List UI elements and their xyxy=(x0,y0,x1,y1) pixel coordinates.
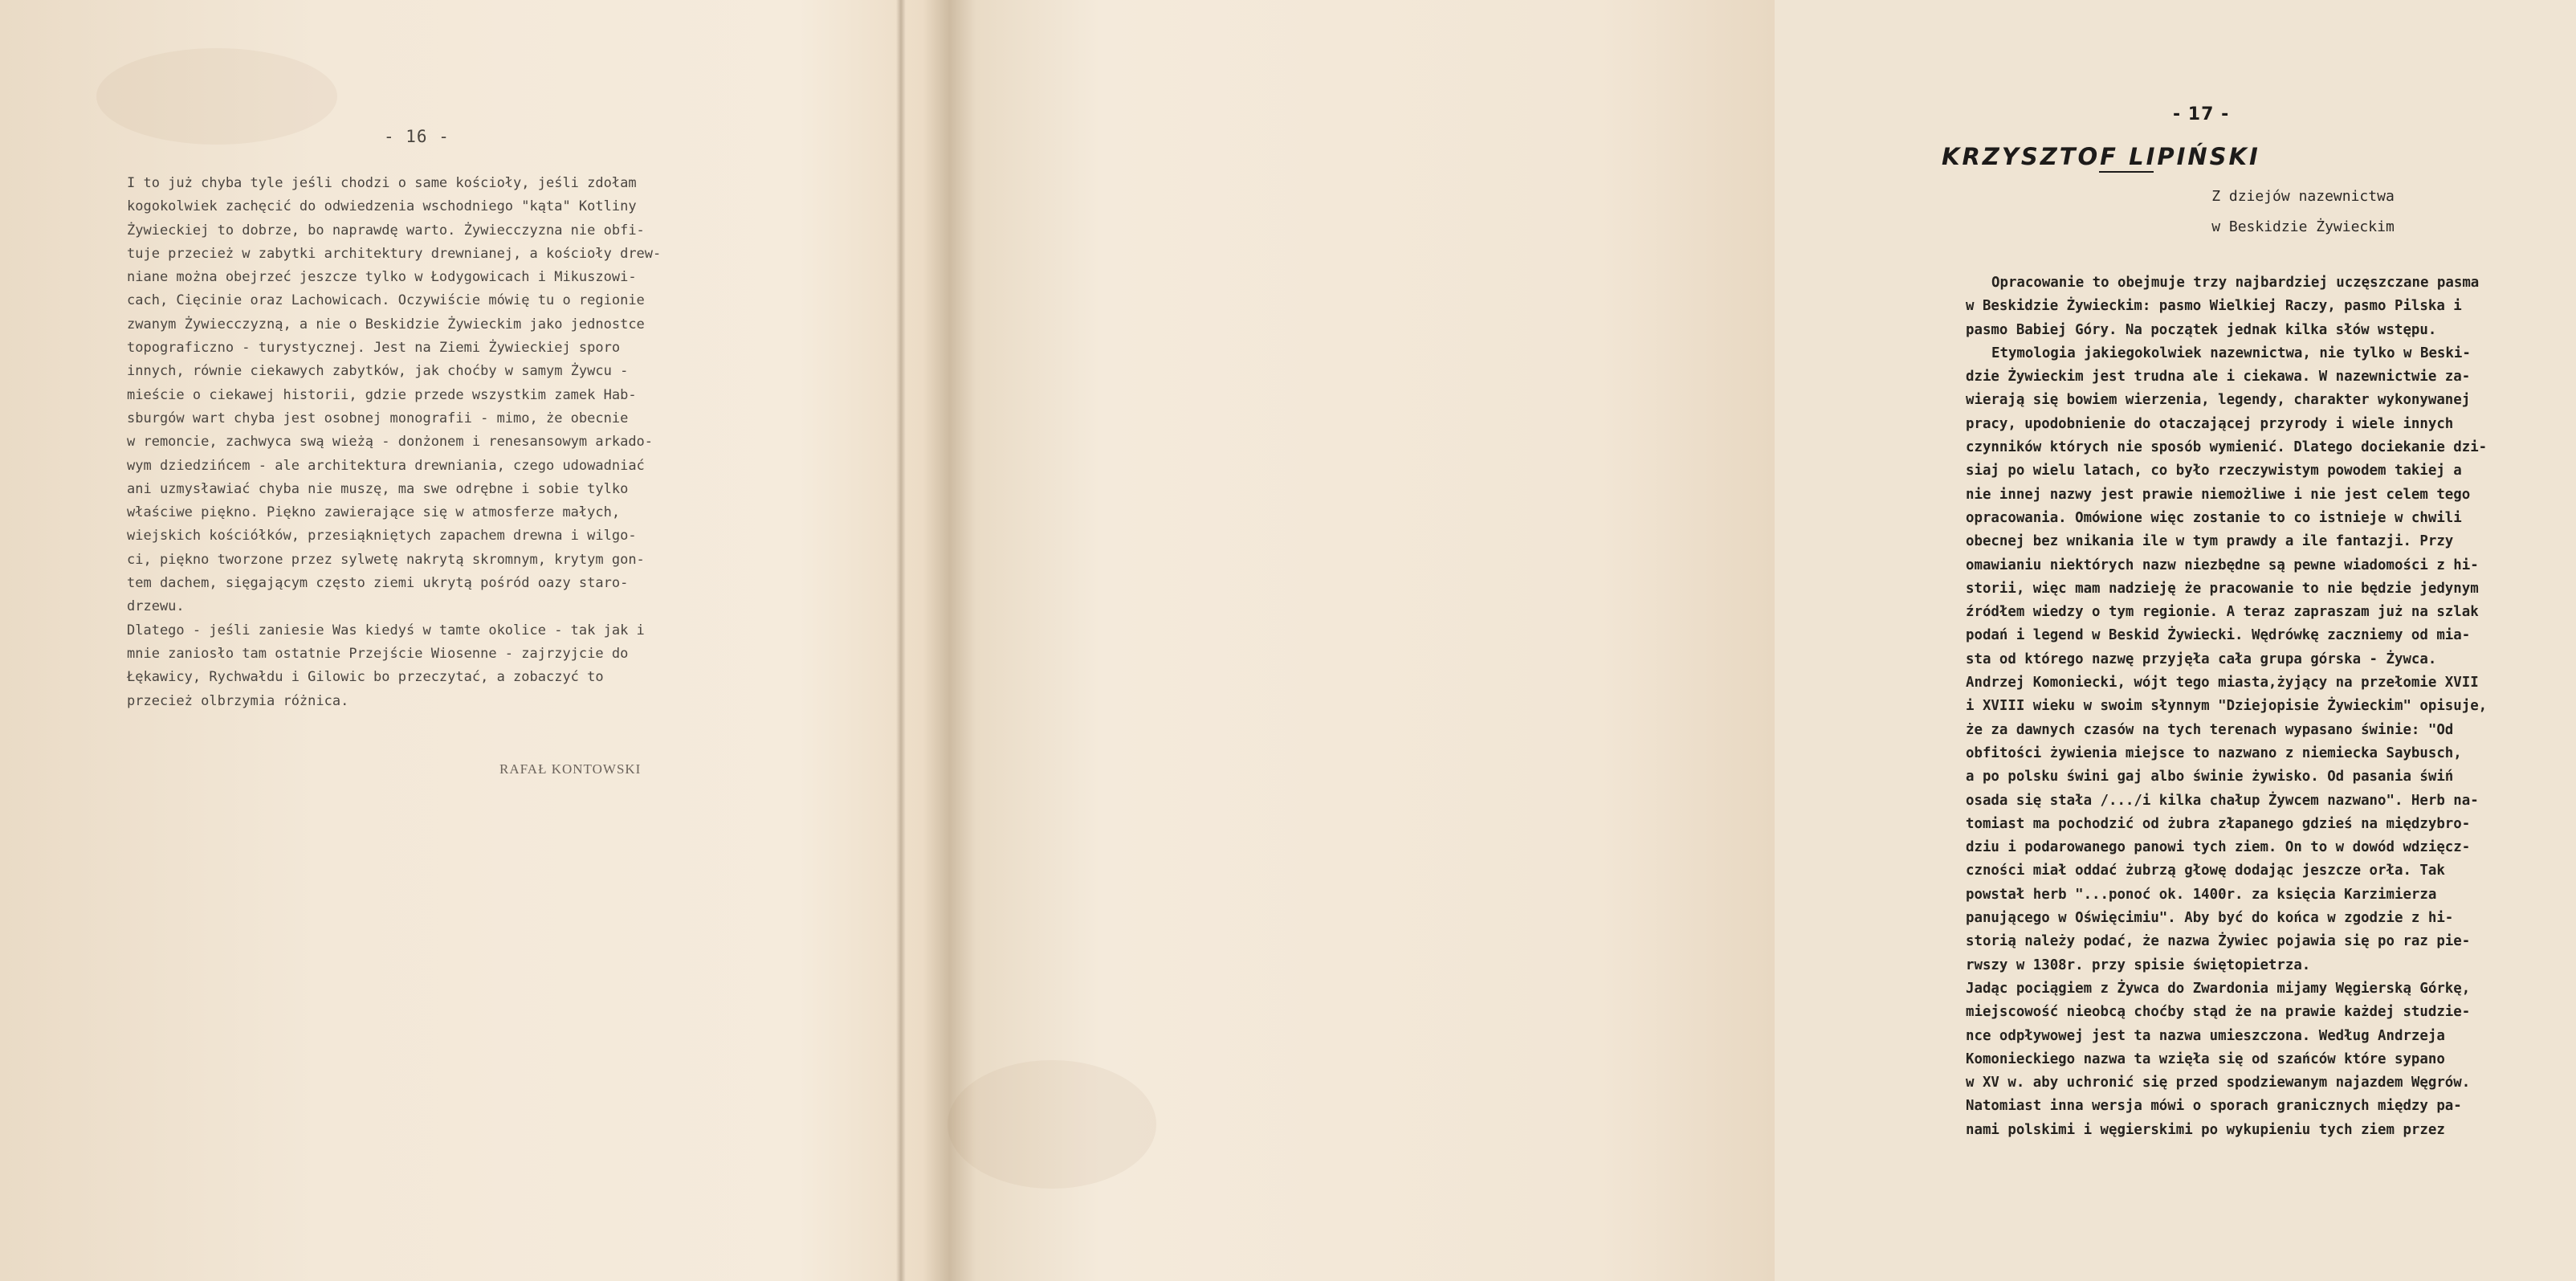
text-line: powstał herb "...ponoć ok. 1400r. za księcia Karzimierza xyxy=(1966,886,2437,903)
text-line: nami polskimi i węgierskimi po wykupieniu tych ziem przez xyxy=(1966,1121,2445,1138)
text-line: niane można obejrzeć jeszcze tylko w Łodygowicach i Mikuszowi- xyxy=(127,269,637,286)
text-line: i XVIII wieku w swoim słynnym "Dziejopisie Żywieckim" opisuje, xyxy=(1966,698,2488,715)
text-line: mieście o ciekawej historii, gdzie przede wszystkim zamek Hab- xyxy=(127,386,637,403)
article-title-line-1: Z dziejów nazewnictwa xyxy=(2211,188,2395,205)
text-line: podań i legend w Beskid Żywiecki. Wędrówkę zaczniemy od mia- xyxy=(1966,627,2471,644)
author-signature-left: RAFAŁ KONTOWSKI xyxy=(499,761,642,777)
text-line: zwanym Żywiecczyzną, a nie o Beskidzie Żywieckim jako jednostce xyxy=(127,316,645,332)
text-line: drzewu. xyxy=(127,598,185,615)
text-line: w remoncie, zachwyca swą wieżą - donżonem i renesansowym arkado- xyxy=(127,434,654,451)
text-line: Jadąc pociągiem z Żywca do Zwardonia mijamy Węgierską Górkę, xyxy=(1966,980,2471,997)
text-line: sburgów wart chyba jest osobnej monografii - mimo, że obecnie xyxy=(127,410,629,426)
right-page xyxy=(904,0,2488,1281)
text-line: źródłem wiedzy o tym regionie. A teraz zapraszam już na szlak xyxy=(1966,604,2479,621)
text-line: dziu i podarowanego panowi tych ziem. On to w dowód wdzięcz- xyxy=(1966,839,2471,856)
text-line: Opracowanie to obejmuje trzy najbardziej uczęszczane pasma xyxy=(1991,275,2480,291)
text-line: panującego w Oświęcimiu". Aby być do końca w zgodzie z hi- xyxy=(1966,910,2454,927)
text-line: miejscowość nieobcą choćby stąd że na prawie każdej studzie- xyxy=(1966,1004,2471,1021)
text-line: właściwe piękno. Piękno zawierające się w atmosferze małych, xyxy=(127,504,621,521)
left-page xyxy=(0,0,898,1281)
text-line: Natomiast inna wersja mówi o sporach granicznych między pa- xyxy=(1966,1098,2462,1115)
text-line: Łękawicy, Rychwałdu i Gilowic bo przeczytać, a zobaczyć to xyxy=(127,669,604,686)
text-line: Etymologia jakiegokolwiek nazewnictwa, nie tylko w Beski- xyxy=(1991,345,2471,361)
text-line: Komonieckiego nazwa ta wzięła się od szańców które sypano xyxy=(1966,1051,2445,1067)
article-title-line-2: w Beskidzie Żywieckim xyxy=(2211,218,2395,235)
text-line: Dlatego - jeśli zaniesie Was kiedyś w tamte okolice - tak jak i xyxy=(127,622,645,638)
text-line: Andrzej Komoniecki, wójt tego miasta,żyjący na przełomie XVII xyxy=(1966,675,2479,691)
text-line: a po polsku świni gaj albo świnie żywisko. Od pasania świń xyxy=(1966,769,2454,785)
text-line: rwszy w 1308r. przy spisie świętopietrza. xyxy=(1966,957,2311,973)
text-line: pracy, upodobnienie do otaczającej przyrody i wiele innych xyxy=(1966,415,2454,432)
text-line: cach, Cięcinie oraz Lachowicach. Oczywiście mówię tu o regionie xyxy=(127,292,645,309)
text-line: innych, równie ciekawych zabytków, jak choćby w samym Żywcu - xyxy=(127,363,629,380)
text-line: sta od którego nazwę przyjęła cała grupa górska - Żywca. xyxy=(1966,651,2437,667)
text-line: I to już chyba tyle jeśli chodzi o same kościoły, jeśli zdołam xyxy=(127,175,637,191)
page-number-left: - 16 - xyxy=(384,127,450,146)
text-line: tomiast ma pochodzić od żubra złapanego gdzieś na międzybro- xyxy=(1966,815,2471,832)
text-line: wiejskich kościółków, przesiąkniętych zapachem drewna i wilgo- xyxy=(127,528,637,545)
text-line: nce odpływowej jest ta nazwa umieszczona. Według Andrzeja xyxy=(1966,1027,2445,1044)
text-line: tuje przecież w zabytki architektury drewnianej, a kościoły drew- xyxy=(127,245,662,262)
text-line: pasmo Babiej Góry. Na początek jednak kilka słów wstępu. xyxy=(1966,321,2437,338)
text-line: że za dawnych czasów na tych terenach wypasano świnie: "Od xyxy=(1966,721,2454,738)
text-line: kogokolwiek zachęcić do odwiedzenia wschodniego "kąta" Kotliny xyxy=(127,198,637,215)
text-line: obfitości żywienia miejsce to nazwano z niemiecka Saybusch, xyxy=(1966,745,2462,761)
right-page-text xyxy=(1966,271,2576,1142)
left-page-text xyxy=(127,172,753,713)
text-line: przecież olbrzymia różnica. xyxy=(127,692,349,709)
text-line: tem dachem, sięgającym często ziemi ukrytą pośród oazy staro- xyxy=(127,575,629,592)
handwritten-underline xyxy=(2099,171,2154,173)
text-line: storii, więc mam nadzieję że pracowanie to nie będzie jedynym xyxy=(1966,580,2479,597)
text-line: mnie zaniosło tam ostatnie Przejście Wiosenne - zajrzyjcie do xyxy=(127,645,629,662)
text-line: ani uzmysławiać chyba nie muszę, ma swe odrębne i sobie tylko xyxy=(127,480,629,497)
text-line: opracowania. Omówione więc zostanie to co istnieje w chwili xyxy=(1966,509,2462,526)
text-line: czynników których nie sposób wymienić. Dlatego dociekanie dzi- xyxy=(1966,439,2488,456)
text-line: ci, piękno tworzone przez sylwetę nakrytą skromnym, krytym gon- xyxy=(127,551,645,568)
handwritten-author-name: KRZYSZTOF LIPIŃSKI xyxy=(1942,143,2260,170)
text-line: czności miał oddać żubrzą głowę dodając jeszcze orła. Tak xyxy=(1966,863,2445,879)
text-line: topograficzno - turystycznej. Jest na Ziemi Żywieckiej sporo xyxy=(127,340,621,357)
text-line: w Beskidzie Żywieckim: pasmo Wielkiej Raczy, pasmo Pilska i xyxy=(1966,298,2462,315)
text-line: Żywieckiej to dobrze, bo naprawdę warto. Żywiecczyzna nie obfi- xyxy=(127,222,645,239)
text-line: obecnej bez wnikania ile w tym prawdy a ile fantazji. Przy xyxy=(1966,533,2454,550)
page-number-right: - 17 - xyxy=(2173,104,2230,124)
text-line: w XV w. aby uchronić się przed spodziewanym najazdem Węgrów. xyxy=(1966,1075,2471,1091)
text-line: osada się stała /.../i kilka chałup Żywcem nazwano". Herb na- xyxy=(1966,792,2479,809)
text-line: storią należy podać, że nazwa Żywiec pojawia się po raz pie- xyxy=(1966,933,2471,950)
text-line: wierają się bowiem wierzenia, legendy, charakter wykonywanej xyxy=(1966,392,2471,409)
text-line: siaj po wielu latach, co było rzeczywistym powodem takiej a xyxy=(1966,463,2462,479)
text-line: nie innej nazwy jest prawie niemożliwe i nie jest celem tego xyxy=(1966,486,2471,503)
text-line: omawianiu niektórych nazw niezbędne są pewne wiadomości z hi- xyxy=(1966,557,2479,573)
text-line: dzie Żywieckim jest trudna ale i ciekawa. W nazewnictwie za- xyxy=(1966,369,2471,386)
text-line: wym dziedzińcem - ale architektura drewniania, czego udowadniać xyxy=(127,457,645,474)
